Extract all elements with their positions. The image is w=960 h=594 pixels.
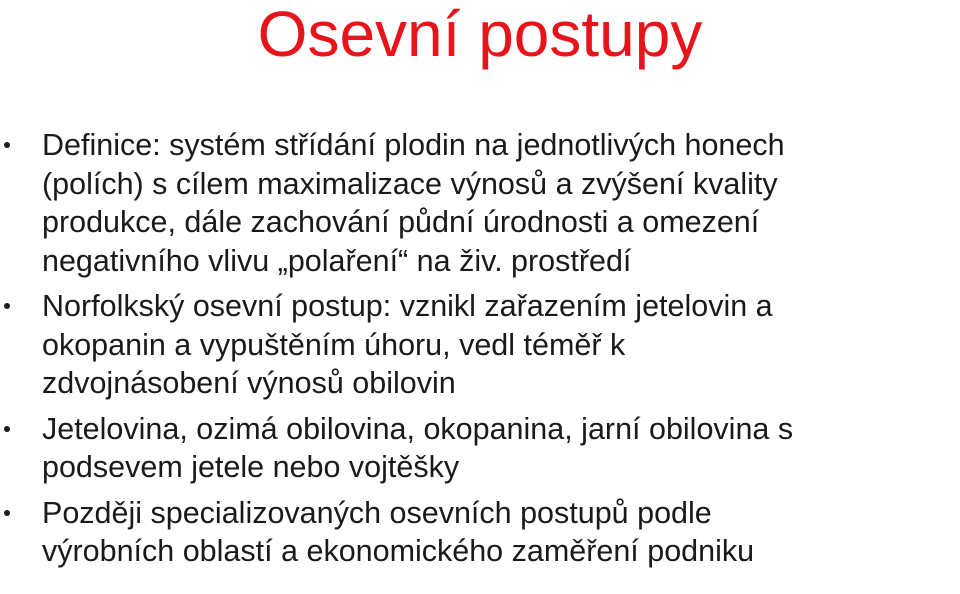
slide-title: Osevní postupy: [257, 0, 703, 70]
bullet-dot-icon: [4, 303, 10, 309]
bullet-text-line: Norfolkský osevní postup: vznikl zařazením jetelovin a: [42, 289, 773, 323]
bullet-item-definition: [0, 126, 960, 280]
bullet-text-line: Později specializovaných osevních postupů podle: [42, 495, 712, 530]
bullet-dot-icon: [4, 426, 10, 432]
bullet-text-line: výrobních oblastí a ekonomického zaměření podniku: [42, 534, 755, 568]
bullet-text-line: okopanin a vypuštěním úhoru, vedl téměř k: [42, 327, 626, 362]
bullet-item-norfolk: [0, 287, 960, 403]
bullet-dot-icon: [4, 510, 10, 516]
bullet-text-line: Definice: systém střídání plodin na jednotlivých honech: [42, 128, 785, 162]
bullet-text-line: negativního vlivu „polaření“ na živ. prostředí: [42, 243, 632, 278]
bullet-text-line: (polích) s cílem maximalizace výnosů a zvýšení kvality: [42, 166, 778, 201]
bullet-text-line: produkce, dále zachování půdní úrodnosti a omezení: [42, 205, 760, 239]
bullet-dot-icon: [4, 142, 10, 148]
bullet-item-specialized: [0, 494, 960, 571]
bullet-text-line: zdvojnásobení výnosů obilovin: [42, 366, 456, 400]
bullet-text-line: podsevem jetele nebo vojtěšky: [42, 450, 460, 484]
bullet-item-rotation: [0, 410, 960, 487]
bullet-text-line: Jetelovina, ozimá obilovina, okopanina, jarní obilovina s: [42, 411, 794, 446]
bullet-list: [0, 126, 960, 578]
